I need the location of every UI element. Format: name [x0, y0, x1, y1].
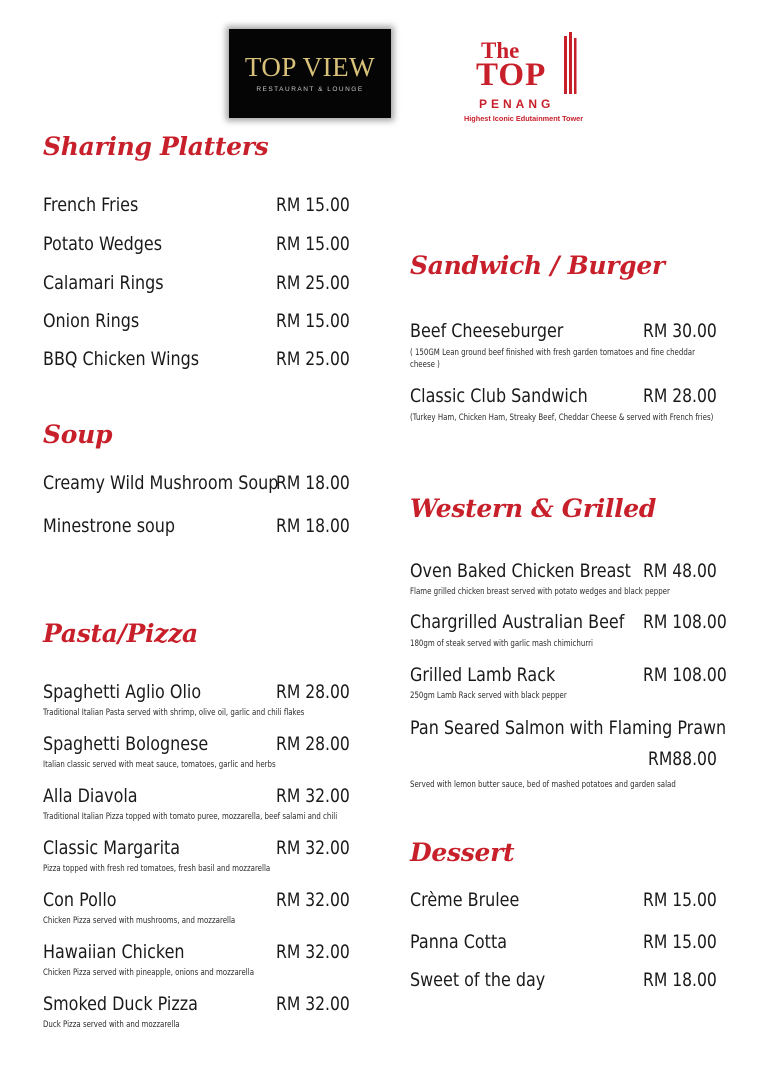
item-name: Panna Cotta — [410, 931, 507, 953]
item-description: Traditional Italian Pizza topped with tomato puree, mozzarella, beef salami and chili — [43, 812, 338, 822]
item-price: RM 28.00 — [643, 385, 717, 407]
item-price: RM 32.00 — [276, 993, 350, 1015]
item-description: 180gm of steak served with garlic mash chimichurri — [410, 639, 593, 649]
section-title-sandwich-burger: Sandwich / Burger — [410, 251, 665, 280]
item-description: Chicken Pizza served with pineapple, onions and mozzarella — [43, 968, 255, 978]
the-top-penang-logo — [463, 30, 603, 130]
item-name: Alla Diavola — [43, 785, 138, 807]
item-description: Duck Pizza served with and mozzarella — [43, 1020, 180, 1030]
section-title-soup: Soup — [43, 420, 113, 449]
item-description: Pizza topped with fresh red tomatoes, fresh basil and mozzarella — [43, 864, 271, 874]
item-name: Potato Wedges — [43, 233, 163, 255]
item-name: Oven Baked Chicken Breast — [410, 560, 631, 582]
item-name: Pan Seared Salmon with Flaming Prawn — [410, 717, 727, 739]
item-description: Flame grilled chicken breast served with potato wedges and black pepper — [410, 587, 670, 597]
top-view-logo — [229, 29, 391, 118]
item-price: RM 15.00 — [643, 931, 717, 953]
tower-icon — [563, 32, 577, 94]
item-price: RM 15.00 — [276, 233, 350, 255]
item-price: RM 48.00 — [643, 560, 717, 582]
item-name: Creamy Wild Mushroom Soup — [43, 472, 279, 494]
item-description: Italian classic served with meat sauce, tomatoes, garlic and herbs — [43, 760, 276, 770]
item-name: Spaghetti Bolognese — [43, 733, 209, 755]
item-name: Minestrone soup — [43, 515, 176, 537]
item-name: Crème Brulee — [410, 889, 520, 911]
item-name: French Fries — [43, 194, 139, 216]
item-price: RM 28.00 — [276, 681, 350, 703]
item-name: BBQ Chicken Wings — [43, 348, 200, 370]
item-description: 250gm Lamb Rack served with black pepper — [410, 691, 567, 701]
item-price: RM 32.00 — [276, 941, 350, 963]
item-description: Traditional Italian Pasta served with shrimp, olive oil, garlic and chili flakes — [43, 708, 305, 718]
item-price: RM 18.00 — [276, 515, 350, 537]
top-view-logo-subtitle: RESTAURANT & LOUNGE — [256, 86, 364, 93]
item-price: RM 25.00 — [276, 348, 350, 370]
item-description: Served with lemon butter sauce, bed of mashed potatoes and garden salad — [410, 780, 676, 790]
item-name: Classic Club Sandwich — [410, 385, 588, 407]
item-price: RM 15.00 — [276, 194, 350, 216]
item-description: Chicken Pizza served with mushrooms, and mozzarella — [43, 916, 236, 926]
item-price: RM 18.00 — [276, 472, 350, 494]
item-price: RM 32.00 — [276, 889, 350, 911]
section-title-sharing-platters: Sharing Platters — [43, 132, 269, 161]
item-name: Smoked Duck Pizza — [43, 993, 198, 1015]
the-top-logo-top: TOP — [476, 57, 547, 93]
item-name: Grilled Lamb Rack — [410, 664, 556, 686]
item-name: Beef Cheeseburger — [410, 320, 564, 342]
section-title-dessert: Dessert — [410, 838, 515, 867]
item-price: RM 30.00 — [643, 320, 717, 342]
item-price: RM 15.00 — [643, 889, 717, 911]
section-title-pasta-pizza: Pasta/Pizza — [43, 619, 198, 648]
item-price: RM 108.00 — [643, 611, 727, 633]
item-name: Spaghetti Aglio Olio — [43, 681, 202, 703]
item-price: RM88.00 — [648, 748, 717, 770]
item-name: Chargrilled Australian Beef — [410, 611, 625, 633]
item-name: Hawaiian Chicken — [43, 941, 185, 963]
top-view-logo-title: TOP VIEW — [244, 52, 376, 82]
item-description: ( 150GM Lean ground beef finished with fresh garden tomatoes and fine cheddar cheese ) — [410, 348, 695, 370]
item-name: Sweet of the day — [410, 969, 546, 991]
the-top-logo-the: The — [481, 38, 520, 63]
item-name: Calamari Rings — [43, 272, 164, 294]
item-price: RM 15.00 — [276, 310, 350, 332]
item-name: Con Pollo — [43, 889, 117, 911]
item-price: RM 18.00 — [643, 969, 717, 991]
item-description: (Turkey Ham, Chicken Ham, Streaky Beef, Cheddar Cheese & served with French fries) — [410, 413, 714, 423]
item-price: RM 108.00 — [643, 664, 727, 686]
item-price: RM 28.00 — [276, 733, 350, 755]
item-price: RM 25.00 — [276, 272, 350, 294]
item-price: RM 32.00 — [276, 837, 350, 859]
item-price: RM 32.00 — [276, 785, 350, 807]
item-name: Classic Margarita — [43, 837, 181, 859]
the-top-logo-tagline: Highest Iconic Edutainment Tower — [464, 114, 584, 123]
the-top-logo-city: PENANG — [479, 97, 555, 111]
section-title-western-grilled: Western & Grilled — [410, 494, 657, 523]
item-name: Onion Rings — [43, 310, 140, 332]
